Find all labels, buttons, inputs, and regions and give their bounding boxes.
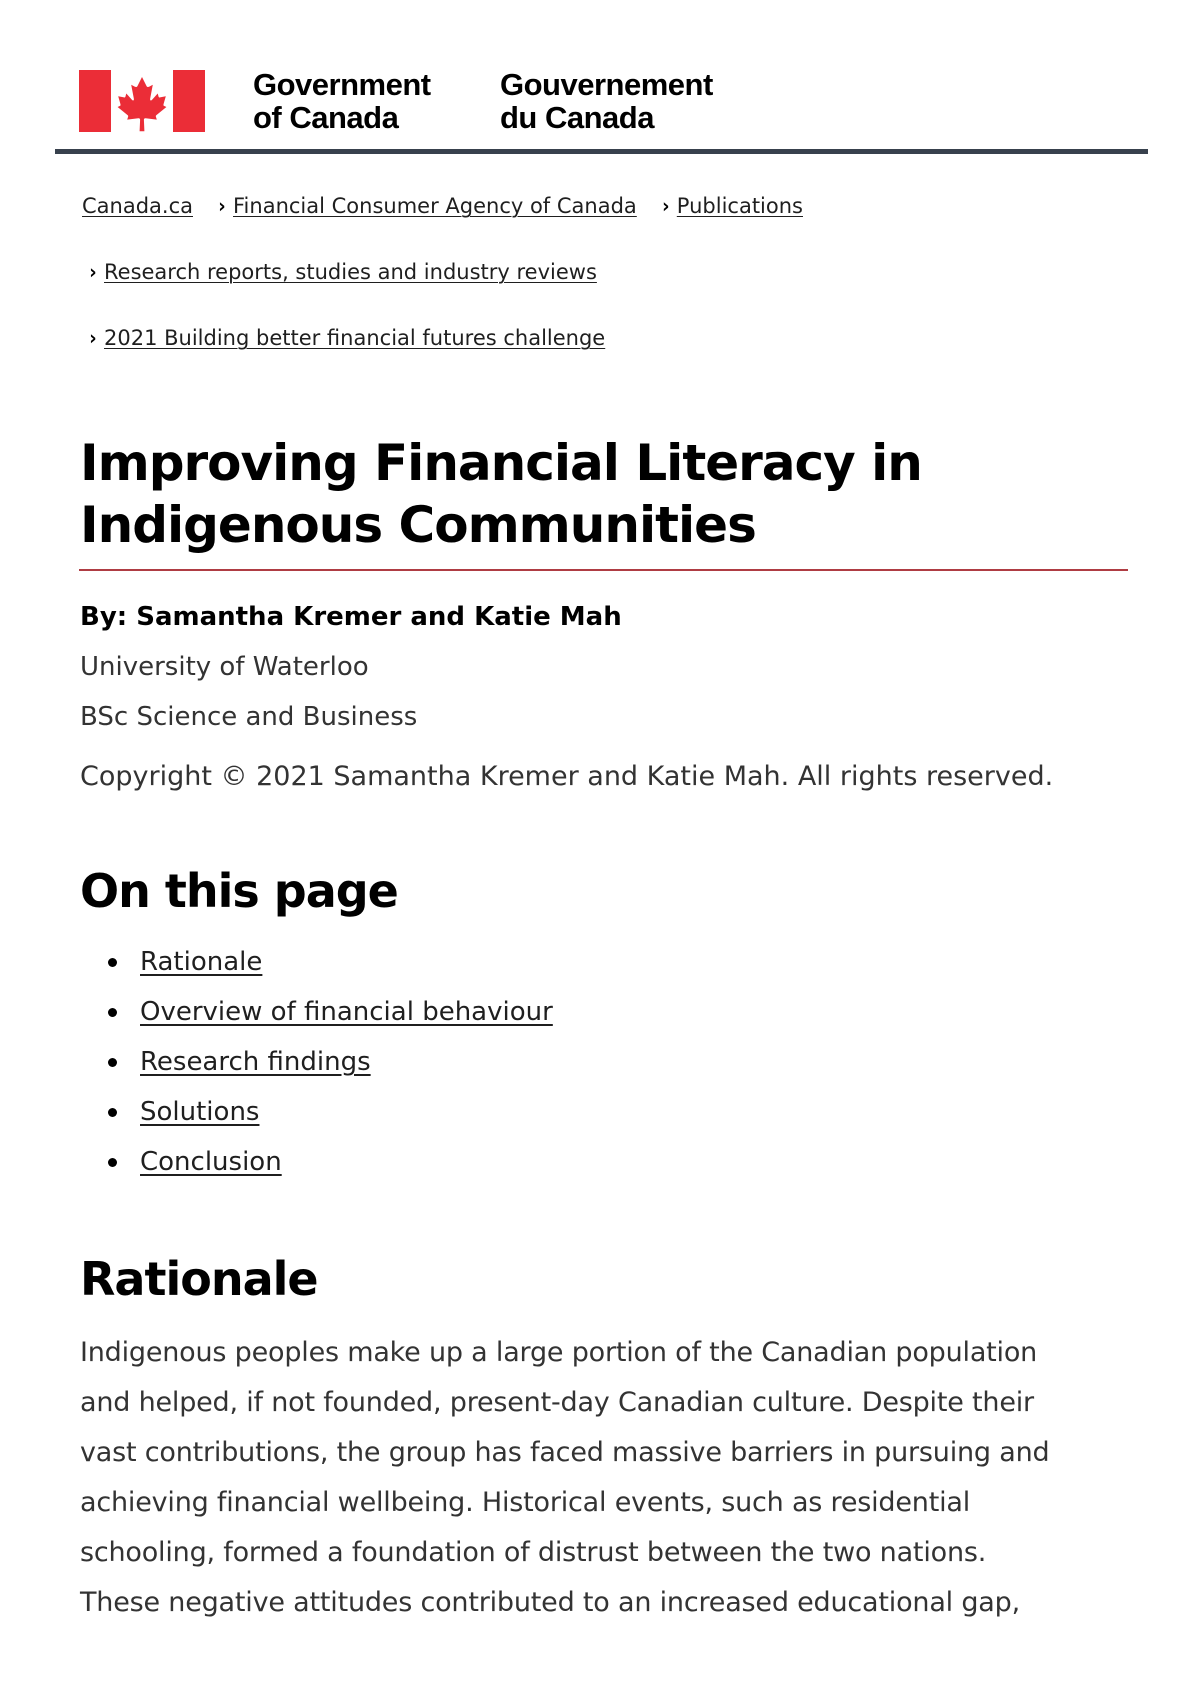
- table-of-contents: [80, 937, 553, 1187]
- wordmark-en-line-1: Government: [253, 67, 431, 102]
- toc-link-research-findings[interactable]: Research findings: [140, 1047, 371, 1077]
- on-this-page-heading: On this page: [80, 864, 398, 918]
- toc-link-conclusion[interactable]: Conclusion: [140, 1147, 282, 1177]
- breadcrumb-item: [211, 194, 637, 218]
- breadcrumb-link-canada-ca[interactable]: Canada.ca: [82, 194, 193, 218]
- bullet-icon: [108, 958, 117, 967]
- government-of-canada-logo[interactable]: [79, 70, 205, 134]
- bullet-icon: [108, 1058, 117, 1067]
- wordmark-english: [253, 68, 431, 134]
- toc-item: [80, 937, 553, 987]
- chevron-right-icon: ›: [218, 194, 226, 218]
- bullet-icon: [108, 1108, 117, 1117]
- breadcrumb-row: [82, 191, 1082, 221]
- header-divider: [55, 149, 1148, 154]
- rationale-paragraph: [80, 1328, 1135, 1628]
- wordmark-fr-line-1: Gouvernement: [500, 67, 713, 102]
- wordmark-fr-line-2: du Canada: [500, 100, 654, 135]
- copyright-notice: Copyright © 2021 Samantha Kremer and Katie Mah. All rights reserved.: [80, 761, 1054, 792]
- bullet-icon: [108, 1158, 117, 1167]
- page-title: [80, 432, 1130, 556]
- breadcrumb: [82, 191, 1082, 389]
- chevron-right-icon: ›: [89, 260, 97, 284]
- author-block: [80, 592, 1130, 742]
- toc-item: [80, 1087, 553, 1137]
- page-title-line-2: Indigenous Communities: [80, 496, 756, 554]
- toc-link-solutions[interactable]: Solutions: [140, 1097, 260, 1127]
- bullet-icon: [108, 1008, 117, 1017]
- title-underline: [79, 569, 1128, 571]
- chevron-right-icon: ›: [89, 326, 97, 350]
- paragraph-line: Indigenous peoples make up a large portion of the Canadian population: [80, 1337, 1038, 1368]
- breadcrumb-link-research-reports[interactable]: Research reports, studies and industry reviews: [104, 260, 597, 284]
- breadcrumb-item: [82, 326, 605, 350]
- toc-link-rationale[interactable]: Rationale: [140, 947, 263, 977]
- breadcrumb-item: [82, 194, 193, 218]
- affiliation: University of Waterloo: [80, 652, 369, 682]
- rationale-heading: Rationale: [80, 1252, 318, 1306]
- wordmark-french: [500, 68, 713, 134]
- toc-item: [80, 1037, 553, 1087]
- paragraph-line: vast contributions, the group has faced massive barriers in pursuing and: [80, 1437, 1050, 1468]
- program: BSc Science and Business: [80, 702, 418, 732]
- breadcrumb-link-fcac[interactable]: Financial Consumer Agency of Canada: [233, 194, 637, 218]
- page-title-line-1: Improving Financial Literacy in: [80, 434, 922, 492]
- breadcrumb-link-challenge-2021[interactable]: 2021 Building better financial futures challenge: [104, 326, 606, 350]
- paragraph-line: and helped, if not founded, present-day Canadian culture. Despite their: [80, 1387, 1034, 1418]
- byline: By: Samantha Kremer and Katie Mah: [80, 602, 622, 632]
- toc-item: [80, 1137, 553, 1187]
- breadcrumb-row: [82, 323, 1082, 353]
- breadcrumb-row: [82, 257, 1082, 287]
- paragraph-line: schooling, formed a foundation of distrust between the two nations.: [80, 1537, 987, 1568]
- paragraph-line: achieving financial wellbeing. Historical events, such as residential: [80, 1487, 971, 1518]
- breadcrumb-item: [82, 260, 597, 284]
- wordmark-en-line-2: of Canada: [253, 100, 399, 135]
- paragraph-line: These negative attitudes contributed to an increased educational gap,: [80, 1587, 1020, 1618]
- chevron-right-icon: ›: [662, 194, 670, 218]
- canada-flag-icon: [79, 70, 205, 132]
- breadcrumb-link-publications[interactable]: Publications: [676, 194, 803, 218]
- breadcrumb-item: [655, 194, 803, 218]
- toc-link-overview[interactable]: Overview of financial behaviour: [140, 997, 553, 1027]
- toc-item: [80, 987, 553, 1037]
